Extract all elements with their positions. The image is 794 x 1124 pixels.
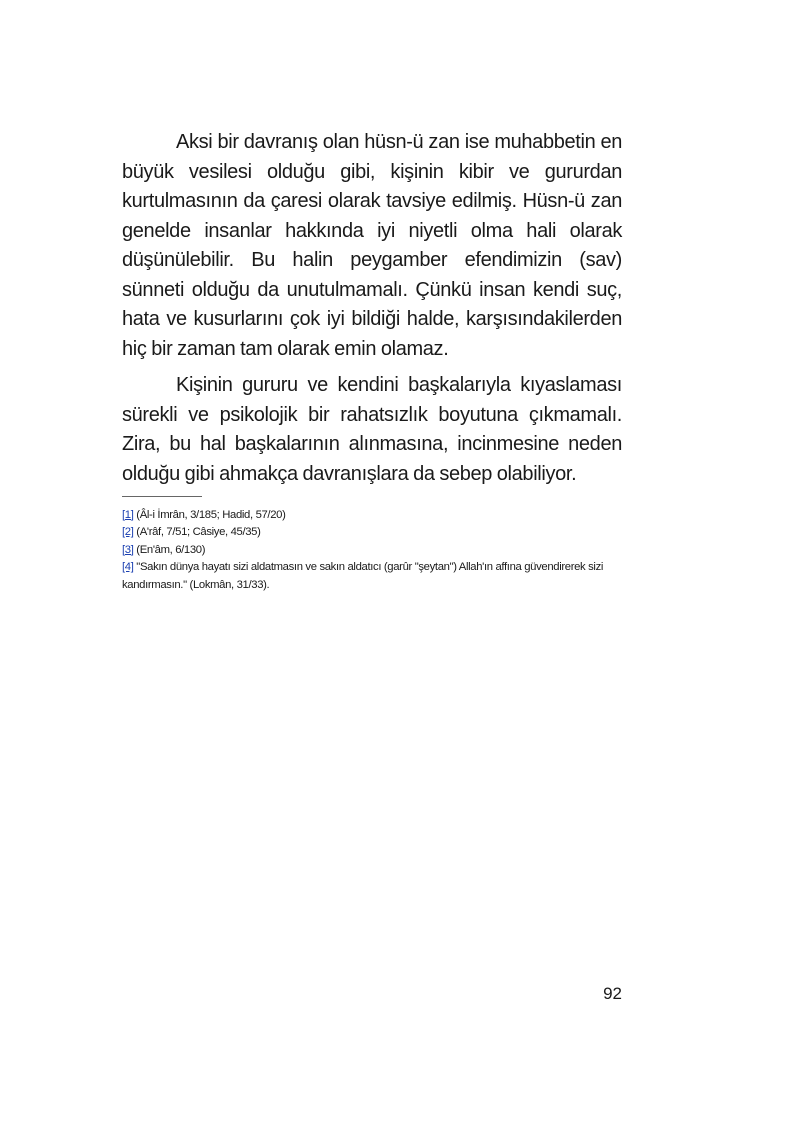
page-number: 92 (603, 984, 622, 1003)
footnote-ref-3[interactable]: [3] (122, 543, 134, 556)
page-body (122, 128, 622, 489)
footnotes-section (122, 496, 627, 594)
footnote-4 (122, 559, 627, 594)
footnote-text-4: "Sakın dünya hayatı sizi aldatmasın ve sakın aldatıcı (garûr "şeytan") Allah'ın affına güvendirerek sizi kandırmasın." (Lokmân, 31/33). (122, 561, 604, 591)
footnote-1 (122, 507, 627, 524)
footnote-separator (122, 496, 202, 497)
footnote-text-1: (Âl-i İmrân, 3/185; Hadid, 57/20) (133, 509, 286, 521)
footnote-ref-2[interactable]: [2] (122, 526, 134, 539)
footnote-3 (122, 542, 627, 559)
footnote-text-2: (A'râf, 7/51; Câsiye, 45/35) (133, 526, 261, 539)
footnote-ref-1[interactable]: [1] (122, 509, 134, 521)
footnote-text-3: (En'âm, 6/130) (133, 543, 206, 556)
footnote-ref-4[interactable]: [4] (122, 561, 134, 574)
footnote-2 (122, 524, 627, 541)
body-paragraph-1: Aksi bir davranış olan hüsn-ü zan ise muhabbetin en büyük vesilesi olduğu gibi, kişinin kibir ve gururdan kurtulmasının da çaresi olarak tavsiye edilmiş. Hüsn-ü zan genelde insanlar hakkında iyi niyetli olma hali olarak düşünülebilir. Bu halin peygamber efendimizin (sav) sünneti olduğu da unutulmamalı. Çünkü insan kendi suç, hata ve kusurlarını çok iyi bildiği halde, karşısındakilerden hiç bir zaman tam olarak emin olamaz. (122, 131, 622, 360)
body-paragraph-2: Kişinin gururu ve kendini başkalarıyla kıyaslaması sürekli ve psikolojik bir rahatsızlık boyutuna çıkmamalı. Zira, bu hal başkalarının alınmasına, incinmesine neden olduğu gibi ahmakça davranışlara da sebep olabiliyor. (122, 374, 622, 485)
